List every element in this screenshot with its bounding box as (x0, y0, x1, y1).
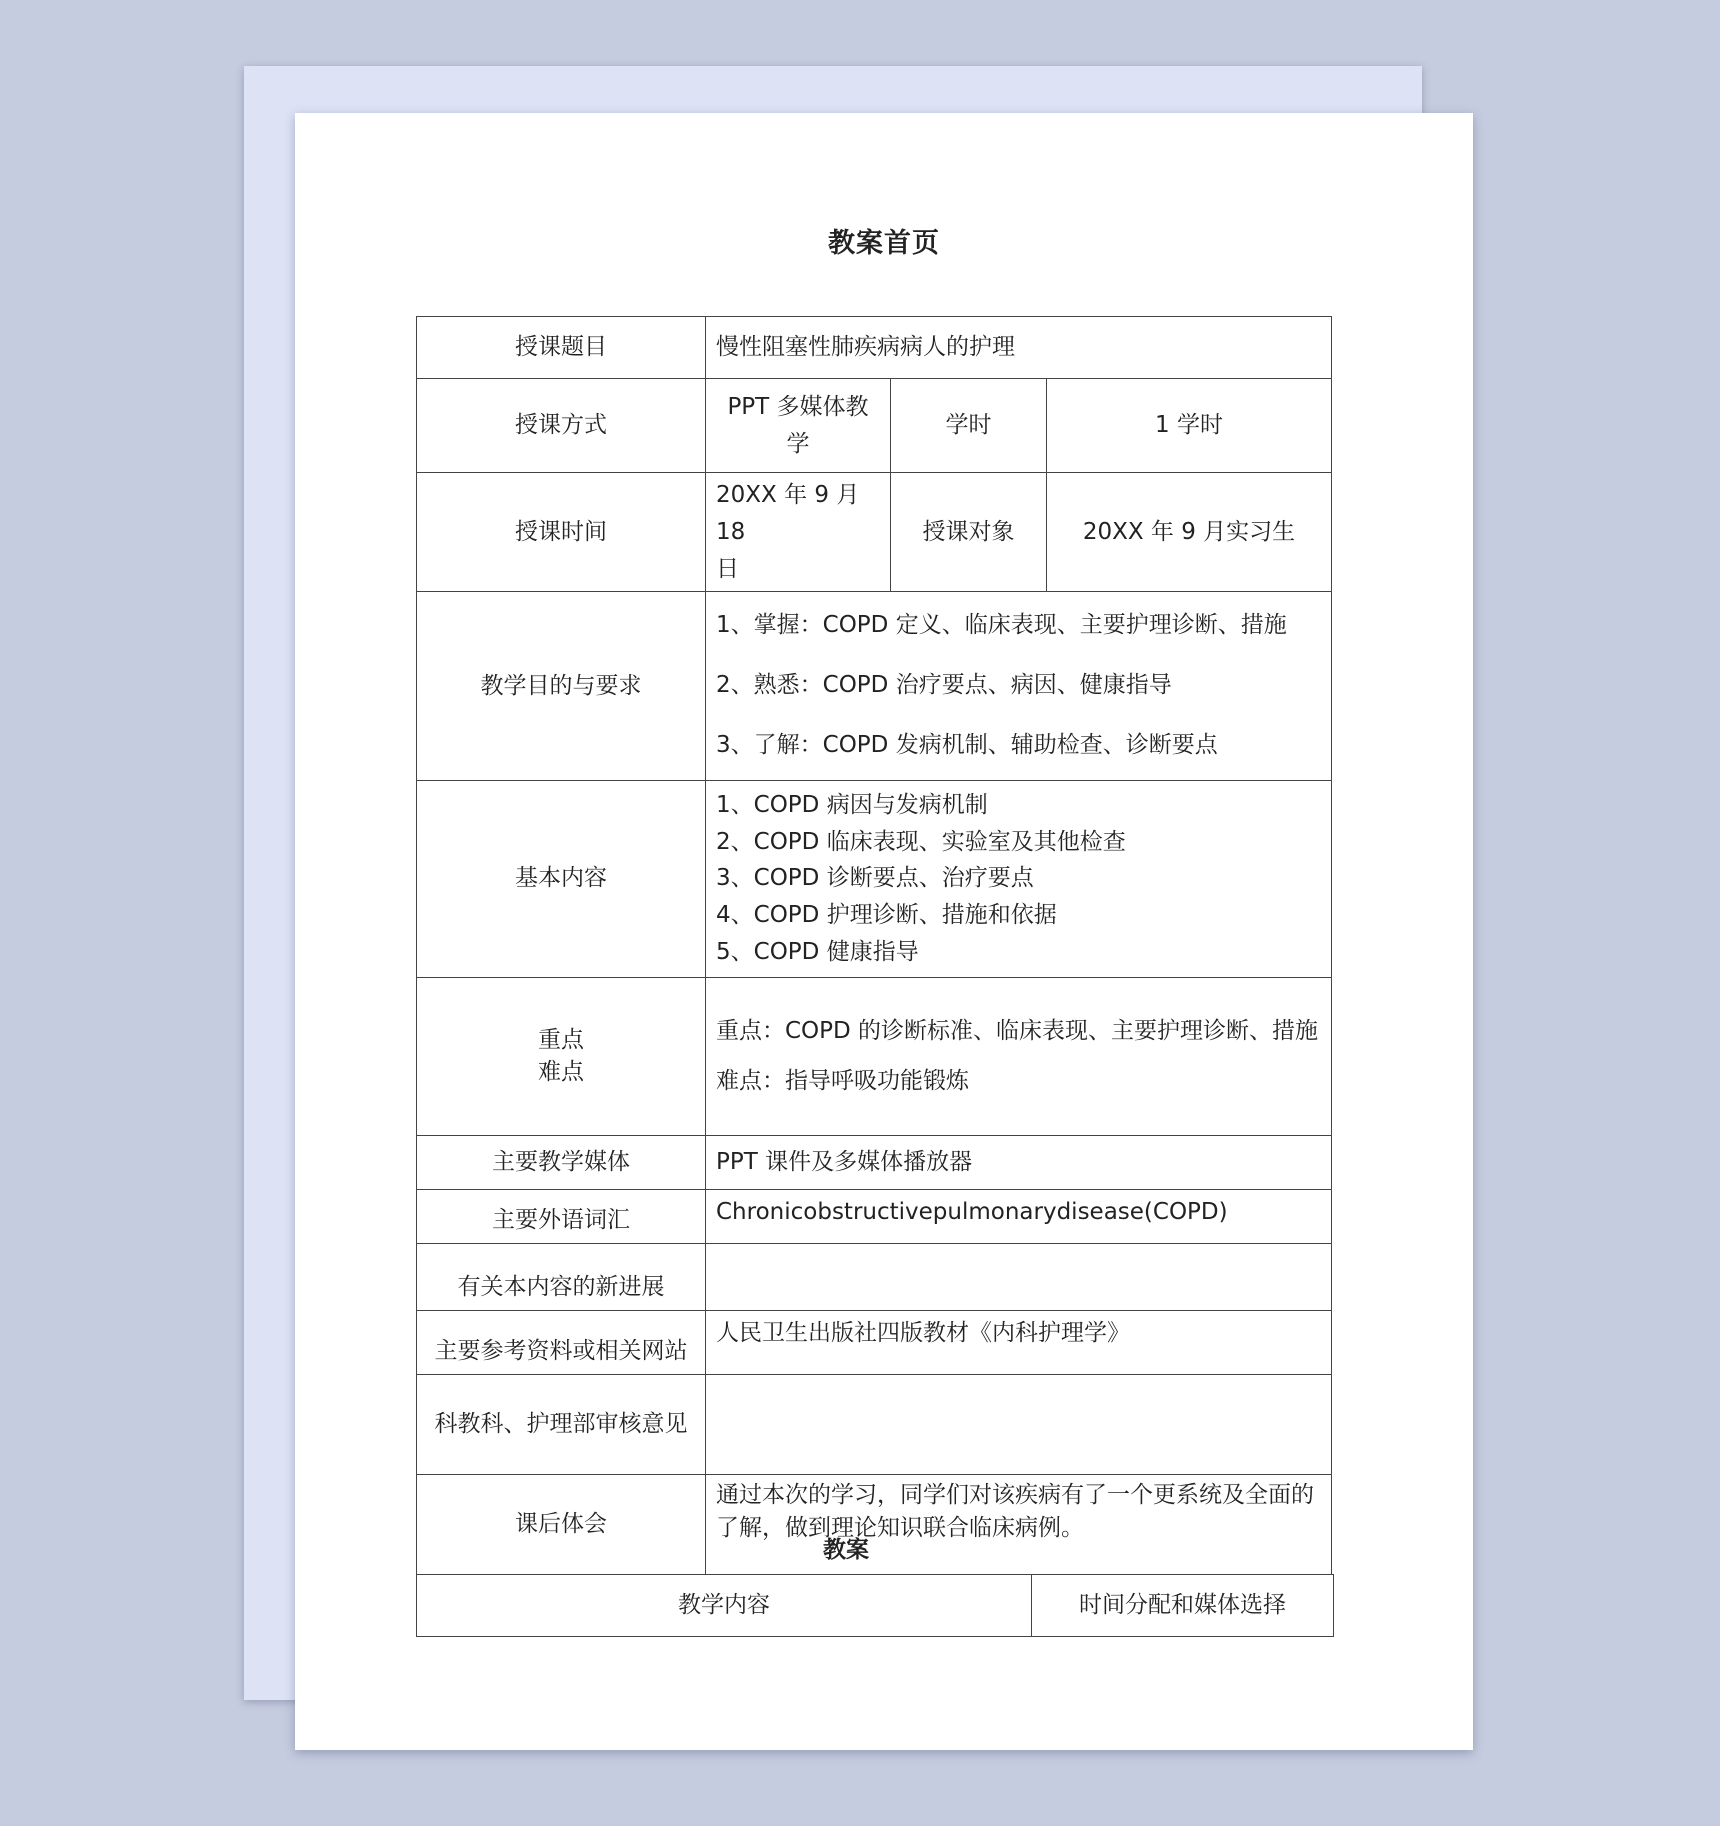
topic-label: 授课题目 (417, 317, 706, 379)
review-value (706, 1374, 1332, 1474)
vocab-value: Chronicobstructivepulmonarydisease(COPD) (706, 1189, 1332, 1243)
key-points-label (417, 977, 706, 1135)
plan-col-content: 教学内容 (417, 1575, 1032, 1637)
media-value: PPT 课件及多媒体播放器 (706, 1135, 1332, 1189)
content-item: 2、COPD 临床表现、实验室及其他检查 (716, 828, 1126, 855)
plan-header-row (417, 1575, 1334, 1637)
row-objectives (417, 592, 1332, 780)
hours-label: 学时 (891, 379, 1047, 473)
references-label: 主要参考资料或相关网站 (417, 1310, 706, 1374)
key-label-line: 重点 (538, 1027, 584, 1054)
method-value-line-2: 学 (786, 430, 810, 457)
row-method (417, 379, 1332, 473)
content-label: 基本内容 (417, 780, 706, 977)
content-list (706, 780, 1332, 977)
references-value: 人民卫生出版社四版教材《内科护理学》 (706, 1310, 1332, 1374)
difficult-label-line: 难点 (538, 1059, 584, 1086)
difficult-point-text: 难点：指导呼吸功能锻炼 (716, 1068, 969, 1095)
vocab-label: 主要外语词汇 (417, 1189, 706, 1243)
content-item: 5、COPD 健康指导 (716, 938, 919, 965)
content-item: 1、COPD 病因与发病机制 (716, 791, 988, 818)
time-value-line-2: 日 (716, 555, 739, 582)
progress-value (706, 1243, 1332, 1310)
row-key-points (417, 977, 1332, 1135)
document-title: 教案首页 (828, 228, 940, 259)
time-value (706, 473, 891, 592)
review-label: 科教科、护理部审核意见 (417, 1374, 706, 1474)
row-content (417, 780, 1332, 977)
reflection-value: 通过本次的学习，同学们对该疾病有了一个更系统及全面的了解，做到理论知识联合临床病例。 (706, 1474, 1332, 1574)
objectives-label: 教学目的与要求 (417, 592, 706, 780)
reflection-label: 课后体会 (417, 1474, 706, 1574)
key-point-text: 重点：COPD 的诊断标准、临床表现、主要护理诊断、措施 (716, 1017, 1319, 1044)
audience-label: 授课对象 (891, 473, 1047, 592)
content-item: 3、COPD 诊断要点、治疗要点 (716, 865, 1034, 892)
progress-label: 有关本内容的新进展 (417, 1243, 706, 1310)
key-points-value (706, 977, 1332, 1135)
objectives-list (706, 592, 1332, 780)
plan-col-time: 时间分配和媒体选择 (1032, 1575, 1334, 1637)
objective-item: 3、了解：COPD 发病机制、辅助检查、诊断要点 (716, 731, 1218, 758)
row-topic (417, 317, 1332, 379)
row-vocab (417, 1189, 1332, 1243)
objective-item: 1、掌握：COPD 定义、临床表现、主要护理诊断、措施 (716, 612, 1287, 639)
method-label: 授课方式 (417, 379, 706, 473)
time-label: 授课时间 (417, 473, 706, 592)
audience-value: 20XX 年 9 月实习生 (1047, 473, 1332, 592)
hours-value: 1 学时 (1047, 379, 1332, 473)
topic-value: 慢性阻塞性肺疾病病人的护理 (706, 317, 1332, 379)
time-value-line-1: 20XX 年 9 月 18 (716, 482, 860, 545)
media-label: 主要教学媒体 (417, 1135, 706, 1189)
method-value (706, 379, 891, 473)
objective-item: 2、熟悉：COPD 治疗要点、病因、健康指导 (716, 672, 1172, 699)
lesson-info-table (416, 316, 1332, 1575)
row-review (417, 1374, 1332, 1474)
row-time (417, 473, 1332, 592)
row-media (417, 1135, 1332, 1189)
lesson-plan-table (416, 1574, 1334, 1637)
plan-title: 教案 (823, 1537, 869, 1563)
row-progress (417, 1243, 1332, 1310)
content-item: 4、COPD 护理诊断、措施和依据 (716, 902, 1057, 929)
row-references (417, 1310, 1332, 1374)
method-value-line-1: PPT 多媒体教 (727, 393, 869, 420)
document-page (295, 113, 1473, 1750)
